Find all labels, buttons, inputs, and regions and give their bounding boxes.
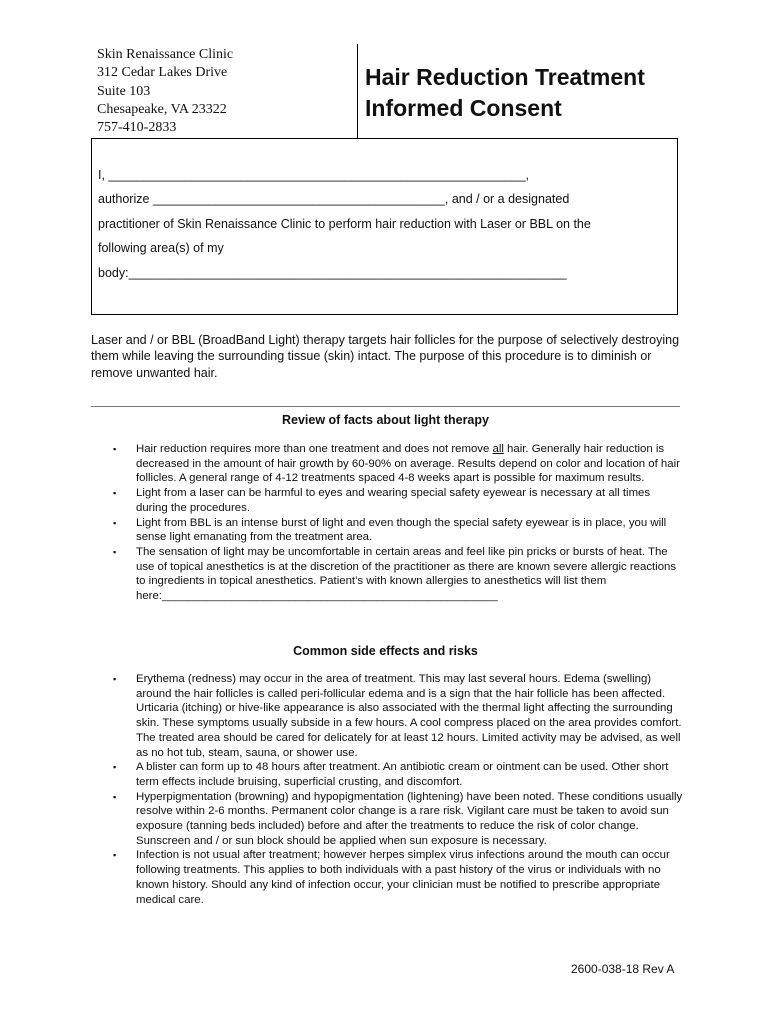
bullet-icon: ▪ [113, 674, 117, 684]
consent-practitioner-text: practitioner of Skin Renaissance Clinic to perform hair reduction with Laser or BBL on the [98, 217, 591, 231]
clinic-name: Skin Renaissance Clinic [97, 47, 234, 62]
list-item [113, 848, 683, 907]
list-item [113, 790, 683, 849]
clinic-address-line1: 312 Cedar Lakes Drive [97, 65, 228, 81]
list-item [113, 672, 683, 760]
list-item [113, 760, 683, 789]
clinic-city: Chesapeake, VA 23322 [97, 101, 227, 117]
fact-text-post: hair. Generally hair reduction is decreased in the amount of hair growth by 60-90% on average. Results depend on color and location of hair follicles. A general range of 4-12 treatments spaced 4-8 weeks apart is possible for maximum results. [136, 443, 680, 485]
bullet-icon: ▪ [113, 488, 117, 499]
list-item [113, 545, 683, 604]
consent-area-text: following area(s) of my [98, 241, 224, 255]
fact-text: Light from BBL is an intense burst of light and even though the special safety eyewear is in place, you will sense light emanating from the treatment area. [136, 516, 667, 544]
fact-text-underlined: all [492, 443, 504, 455]
bullet-icon: ▪ [113, 791, 117, 802]
bullet-icon: ▪ [113, 444, 117, 454]
consent-form-box [91, 138, 678, 315]
side-effect-text: Infection is not usual after treatment; however herpes simplex virus infections around the mouth can occur following treatments. This applies to both individuals with a past history of the virus or individuals with no known history. Should any kind of infection occur, your clinician must be notified to prescribe appropriate medical care. [136, 849, 670, 906]
document-title [365, 62, 645, 124]
header-divider [357, 44, 358, 139]
bullet-icon: ▪ [113, 546, 117, 557]
side-effects-list [113, 672, 683, 907]
clinic-address-line2: Suite 103 [97, 83, 151, 99]
consent-name-line[interactable]: I, ____________________________________________________________, [98, 168, 530, 182]
side-effect-text: Erythema (redness) may occur in the area of treatment. This may last several hours. Edema (swelling) around the hair follicles is called peri-follicular edema and is a sign that the hair follicle has been affected. Urticaria (itching) or hive-like appearance is also associated with the thermal light affecting the surrounding skin. These symptoms usually subside in a few hours. A cool compress placed on the area provides comfort. The treated area should be cared for delicately for at least 12 hours. Limited activity may be advised, as well as no hot tub, steam, sauna, or shower use. [136, 673, 682, 759]
consent-body-line[interactable]: body:_______________________________________________________________ [98, 266, 567, 280]
clinic-address-block [97, 46, 233, 137]
side-effects-heading: Common side effects and risks [293, 644, 478, 658]
fact-text: Light from a laser can be harmful to eyes and wearing special safety eyewear is necessary at all times during the procedures. [136, 487, 651, 514]
bullet-icon: ▪ [113, 850, 117, 861]
list-item [113, 516, 683, 545]
consent-authorize-line[interactable]: authorize __________________________________________, and / or a designated [98, 192, 570, 206]
side-effect-text: Hyperpigmentation (browning) and hypopigmentation (lightening) have been noted. These conditions usually resolve within 2-6 months. Permanent color change is a rare risk. Vigilant care must be taken to avoid sun exposure (tanning beds included) before and after the treatments to reduce the risk of color change. Sunscreen and / or sun block should be applied when sun exposure is necessary. [136, 790, 683, 847]
facts-heading: Review of facts about light therapy [282, 413, 489, 427]
fact-text[interactable]: The sensation of light may be uncomfortable in certain areas and feel like pin pricks or bursts of heat. The use of topical anesthetics is at the discretion of the practitioner as there are known severe allergic reactions to ingredients in topical anesthetics. Patient’s with known allergies to anesthetics will list them here:_____________________________________________________ [136, 545, 677, 603]
fact-text-pre: Hair reduction requires more than one treatment and does not remove [136, 443, 493, 455]
title-line1: Hair Reduction Treatment [365, 64, 645, 90]
list-item [113, 442, 683, 486]
bullet-icon: ▪ [113, 762, 117, 773]
section-divider [91, 406, 680, 407]
document-revision-code: 2600-038-18 Rev A [571, 962, 675, 976]
clinic-phone: 757-410-2833 [97, 120, 177, 136]
intro-paragraph: Laser and / or BBL (BroadBand Light) therapy targets hair follicles for the purpose of selectively destroying them while leaving the surrounding tissue (skin) intact. The purpose of this procedure is to diminish or remove unwanted hair. [91, 333, 680, 380]
facts-list [113, 442, 683, 604]
list-item [113, 486, 683, 515]
side-effect-text: A blister can form up to 48 hours after treatment. An antibiotic cream or ointment can be used. Other short term effects include bruising, superficial crusting, and discomfort. [136, 761, 669, 788]
bullet-icon: ▪ [113, 517, 117, 528]
title-line2: Informed Consent [365, 95, 562, 121]
